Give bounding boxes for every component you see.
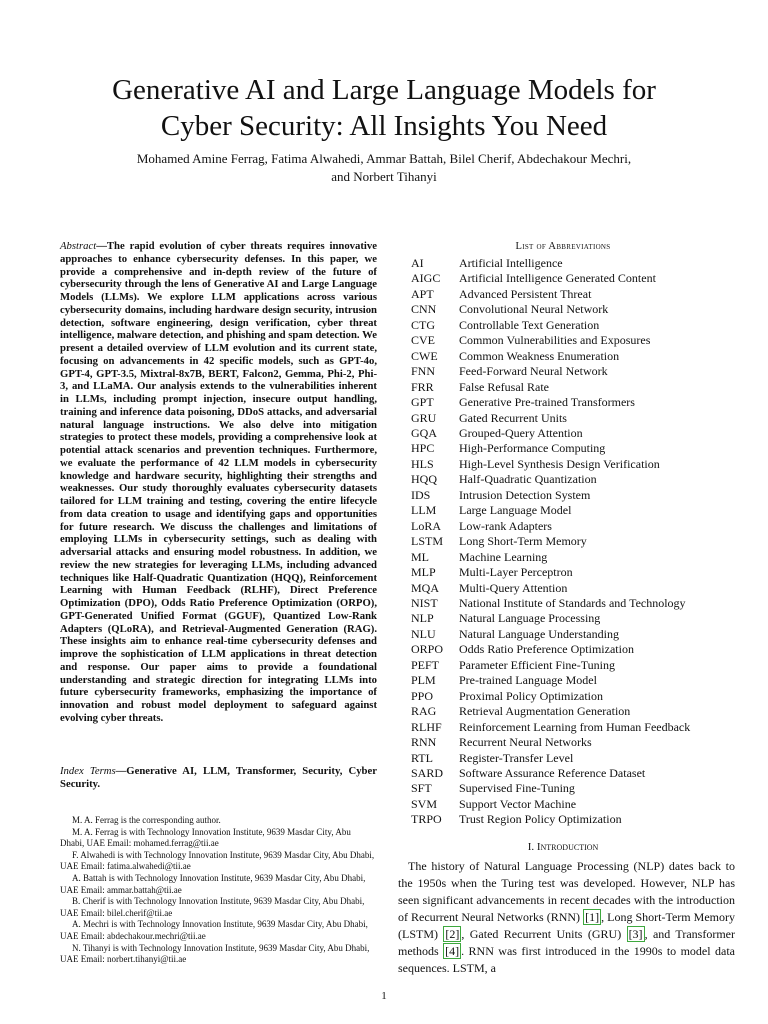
author-footnotes — [60, 815, 377, 966]
abbreviation-term: CTG — [411, 317, 435, 332]
abbreviations-table — [411, 256, 690, 828]
abbreviation-definition: High-Performance Computing — [459, 441, 606, 456]
abbreviation-row — [411, 550, 690, 565]
abbreviation-definition: Pre-trained Language Model — [459, 673, 597, 688]
citation-link[interactable]: [1] — [585, 910, 600, 924]
footnote: A. Battah is with Technology Innovation Institute, 9639 Masdar City, Abu Dhabi, UAE Email: ammar.battah@tii.ae — [60, 872, 366, 895]
abstract — [60, 240, 377, 725]
abbreviation-term: PPO — [411, 688, 434, 703]
section-heading-introduction — [398, 841, 728, 853]
abbreviation-term: APT — [411, 286, 434, 301]
abbreviation-row — [411, 302, 690, 317]
abbreviation-row — [411, 596, 690, 611]
abbreviation-row — [411, 704, 690, 719]
abbreviation-definition: Artificial Intelligence Generated Content — [459, 271, 656, 286]
abbreviations-heading: List of Abbreviations — [515, 241, 611, 252]
title-line-2: Cyber Security: All Insights You Need — [160, 110, 608, 142]
abbreviation-term: NLU — [411, 626, 436, 641]
abbreviation-term: CVE — [411, 333, 435, 348]
intro-text: The history of Natural Language Processing (NLP) dates back to the 1950s when the Turing test was developed. However, NLP has seen significant advancements in recent decades with the introduction of Recurrent Neural Networks (RNN) — [398, 859, 735, 924]
abbreviation-definition: Reinforcement Learning from Human Feedback — [459, 719, 691, 734]
abbreviation-term: RNN — [411, 735, 437, 750]
footnote: F. Alwahedi is with Technology Innovation Institute, 9639 Masdar City, Abu Dhabi, UAE Email: fatima.alwahedi@tii.ae — [60, 849, 375, 872]
abbreviation-term: MQA — [411, 580, 440, 595]
abbreviation-definition: Feed-Forward Neural Network — [459, 364, 608, 379]
abbreviation-row — [411, 781, 690, 796]
index-terms — [60, 765, 377, 791]
abbreviation-term: CNN — [411, 302, 437, 317]
abbreviation-definition: False Refusal Rate — [459, 379, 549, 394]
abbreviation-row — [411, 364, 690, 379]
abbreviation-row — [411, 503, 690, 518]
abbreviation-definition: Generative Pre-trained Transformers — [459, 395, 635, 410]
abbreviation-term: MLP — [411, 565, 436, 580]
abbreviation-row — [411, 642, 690, 657]
abbreviation-definition: Register-Transfer Level — [459, 750, 574, 765]
abbreviation-row — [411, 751, 690, 766]
abbreviation-definition: Odds Ratio Preference Optimization — [459, 642, 634, 657]
abstract-body: The rapid evolution of cyber threats requires innovative approaches to enhance cybersecurity defenses. In this paper, we provide a comprehensive and in-depth review of the future of cybersecurity through the lens of Generative AI and Large Language Models (LLMs). We explore LLM applications across various cybersecurity domains, including hardware design security, intrusion detection, software engineering, design verification, cyber threat intelligence, malware detection, and phishing and spam detection. We present a detailed overview of LLM evolution and its current state, focusing on advancements in 42 specific models, such as GPT-4o, GPT-4, GPT-3.5, Mixtral-8x7B, BERT, Falcon2, Gemma, Phi-2, Phi-3, and LLaMA. Our analysis extends to the vulnerabilities inherent in LLMs, including prompt injection, insecure output handling, training and inference data poisoning, DDoS attacks, and adversarial natural language instructions. We also delve into mitigation strategies to protect these models, providing a comprehensive look at potential attack scenarios and prevention techniques. Furthermore, we evaluate the performance of 42 LLM models in cybersecurity knowledge and hardware security, highlighting their strengths and weaknesses. Our study thoroughly evaluates cybersecurity datasets tailored for LLM training and testing, covering the entire lifecycle from data creation to usage and identifying gaps and opportunities for future research. We discuss the challenges and limitations of employing LLMs in cybersecurity settings, such as dealing with adversarial attacks and ensuring model robustness. In addition, we review the new strategies for leveraging LLMs, including advanced techniques like Half-Quadratic Quantization (HQQ), Reinforcement Learning with Human Feedback (RLHF), Direct Preference Optimization (DPO), Odds Ratio Preference Optimization (ORPO), GPT-Generated Unified Format (GGUF), Quantized Low-Rank Adapters (QLoRA), and Retrieval-Augmented Generation (RAG). These insights aim to enhance real-time cybersecurity defenses and improve the sophistication of LLM applications in threat detection and response. Our paper aims to provide a foundational understanding and strategic direction for integrating LLMs into future cybersecurity frameworks, emphasizing the importance of innovation and robust model deployment to safeguard against evolving cyber threats. — [60, 240, 377, 724]
abbreviation-definition: Trust Region Policy Optimization — [459, 812, 622, 827]
abbreviation-definition: Parameter Efficient Fine-Tuning — [459, 657, 615, 672]
abbreviation-row — [411, 812, 690, 827]
page-number: 1 — [381, 990, 387, 1002]
abbreviation-term: HLS — [411, 456, 434, 471]
abbreviation-row — [411, 318, 690, 333]
abbreviation-term: NLP — [411, 611, 434, 626]
citation-link[interactable]: [4] — [445, 944, 460, 958]
abbreviation-term: SFT — [411, 781, 432, 796]
section-title: Introduction — [536, 841, 599, 853]
abbreviation-term: SVM — [411, 796, 438, 811]
section-number: I. — [527, 841, 535, 853]
abbreviation-definition: Gated Recurrent Units — [459, 410, 567, 425]
abbreviation-definition: Support Vector Machine — [459, 796, 577, 811]
abbreviation-definition: Convolutional Neural Network — [459, 302, 609, 317]
abbreviation-term: CWE — [411, 348, 438, 363]
abbreviation-term: RLHF — [411, 719, 442, 734]
abbreviation-row — [411, 627, 690, 642]
abbreviation-term: RTL — [411, 750, 433, 765]
abbreviation-term: IDS — [411, 487, 431, 502]
abbreviation-definition: Artificial Intelligence — [459, 256, 563, 270]
citation-link[interactable]: [2] — [445, 927, 460, 941]
abbreviation-term: LLM — [411, 503, 437, 518]
abbreviation-row — [411, 256, 690, 271]
abstract-label: Abstract — [60, 240, 97, 252]
abbreviation-row — [411, 735, 690, 750]
abbreviation-row — [411, 565, 690, 580]
abbreviation-definition: Long Short-Term Memory — [459, 534, 587, 549]
abbreviation-definition: Multi-Layer Perceptron — [459, 565, 573, 580]
abbreviation-row — [411, 395, 690, 410]
abbreviation-definition: Software Assurance Reference Dataset — [459, 765, 646, 780]
abbreviation-term: HQQ — [411, 472, 437, 487]
index-terms-dash: — — [115, 765, 127, 777]
abbreviation-row — [411, 333, 690, 348]
footnote: N. Tihanyi is with Technology Innovation Institute, 9639 Masdar City, Abu Dhabi, UAE Email: norbert.tihanyi@tii.ae — [60, 942, 370, 965]
abbreviation-term: FRR — [411, 379, 434, 394]
abbreviation-definition: Natural Language Understanding — [459, 626, 619, 641]
abbreviation-row — [411, 349, 690, 364]
abbreviation-term: GPT — [411, 395, 434, 410]
abbreviation-definition: Half-Quadratic Quantization — [459, 472, 597, 487]
intro-text: , Gated Recurrent Units (GRU) — [461, 927, 627, 941]
author-list — [90, 150, 678, 186]
footnote: M. A. Ferrag is the corresponding author. — [72, 815, 221, 825]
abbreviation-definition: Common Vulnerabilities and Exposures — [459, 333, 651, 348]
paper-title — [40, 72, 728, 144]
authors-line-1: Mohamed Amine Ferrag, Fatima Alwahedi, Ammar Battah, Bilel Cherif, Abdechakour Mechri, — [136, 151, 632, 166]
abbreviation-term: PLM — [411, 673, 436, 688]
abbreviation-term: HPC — [411, 441, 435, 456]
introduction-paragraph — [398, 858, 735, 977]
abbreviation-definition: Natural Language Processing — [459, 611, 601, 626]
abbreviation-row — [411, 534, 690, 549]
abbreviation-definition: High-Level Synthesis Design Verification — [459, 456, 660, 471]
intro-text: , Long Short-Term Memory (LSTM) — [398, 910, 735, 941]
abbreviation-definition: Supervised Fine-Tuning — [459, 781, 575, 796]
abbreviation-definition: Proximal Policy Optimization — [459, 688, 603, 703]
intro-text: , and Transformer methods — [398, 927, 735, 958]
abbreviation-definition: Multi-Query Attention — [459, 580, 568, 595]
abbreviation-definition: Controllable Text Generation — [459, 317, 600, 332]
abbreviation-row — [411, 519, 690, 534]
abbreviation-row — [411, 673, 690, 688]
abbreviation-definition: Low-rank Adapters — [459, 518, 552, 533]
abbreviation-term: AIGC — [411, 271, 441, 286]
abbreviation-row — [411, 720, 690, 735]
footnote: A. Mechri is with Technology Innovation Institute, 9639 Masdar City, Abu Dhabi, UAE Email: abdechakour.mechri@tii.ae — [60, 919, 368, 941]
abbreviation-term: AI — [411, 256, 424, 270]
footnote: M. A. Ferrag is with Technology Innovation Institute, 9639 Masdar City, Abu Dhabi, UAE Email: mohamed.ferrag@tii.ae — [60, 826, 351, 849]
intro-text: . RNN was first introduced in the 1990s to model data sequences. LSTM, a — [398, 944, 735, 975]
abbreviation-row — [411, 287, 690, 302]
abbreviation-term: GRU — [411, 410, 437, 425]
abbreviation-row — [411, 457, 690, 472]
index-terms-body: Generative AI, LLM, Transformer, Security, Cyber Security. — [60, 765, 377, 790]
index-terms-label: Index Terms — [60, 765, 116, 777]
abbreviation-term: LoRA — [411, 518, 441, 533]
abbreviation-definition: Intrusion Detection System — [459, 487, 591, 502]
abbreviation-definition: Grouped-Query Attention — [459, 425, 583, 440]
abbreviation-definition: Large Language Model — [459, 503, 572, 518]
abbreviation-term: RAG — [411, 704, 437, 719]
abbreviation-term: SARD — [411, 765, 444, 780]
abbreviation-definition: Recurrent Neural Networks — [459, 735, 592, 750]
abbreviation-definition: Advanced Persistent Threat — [459, 286, 592, 301]
abbreviation-row — [411, 689, 690, 704]
abbreviation-row — [411, 426, 690, 441]
abbreviation-definition: National Institute of Standards and Technology — [459, 595, 686, 610]
abbreviation-definition: Machine Learning — [459, 549, 548, 564]
abbreviation-row — [411, 411, 690, 426]
abbreviation-term: ORPO — [411, 642, 444, 657]
abbreviation-row — [411, 611, 690, 626]
abbreviation-term: PEFT — [411, 657, 440, 672]
abbreviation-term: FNN — [411, 364, 436, 379]
abbreviation-row — [411, 380, 690, 395]
authors-line-2: and Norbert Tihanyi — [331, 169, 437, 184]
abbreviation-term: ML — [411, 549, 429, 564]
abbreviation-row — [411, 658, 690, 673]
abbreviation-term: GQA — [411, 425, 437, 440]
abbreviation-term: NIST — [411, 595, 438, 610]
abbreviation-row — [411, 441, 690, 456]
abbreviation-term: TRPO — [411, 812, 442, 827]
abbreviation-row — [411, 488, 690, 503]
title-line-1: Generative AI and Large Language Models for — [112, 74, 656, 106]
footnote: B. Cherif is with Technology Innovation Institute, 9639 Masdar City, Abu Dhabi, UAE Email: bilel.cherif@tii.ae — [60, 896, 365, 918]
abstract-dash: — — [96, 240, 107, 252]
abbreviation-row — [411, 472, 690, 487]
abbreviation-term: LSTM — [411, 534, 444, 549]
abbreviation-row — [411, 581, 690, 596]
abbreviation-definition: Retrieval Augmentation Generation — [459, 704, 631, 719]
abbreviation-row — [411, 766, 690, 781]
citation-link[interactable]: [3] — [628, 927, 643, 941]
abbreviation-row — [411, 797, 690, 812]
abbreviation-row — [411, 271, 690, 286]
abbreviation-definition: Common Weakness Enumeration — [459, 348, 620, 363]
